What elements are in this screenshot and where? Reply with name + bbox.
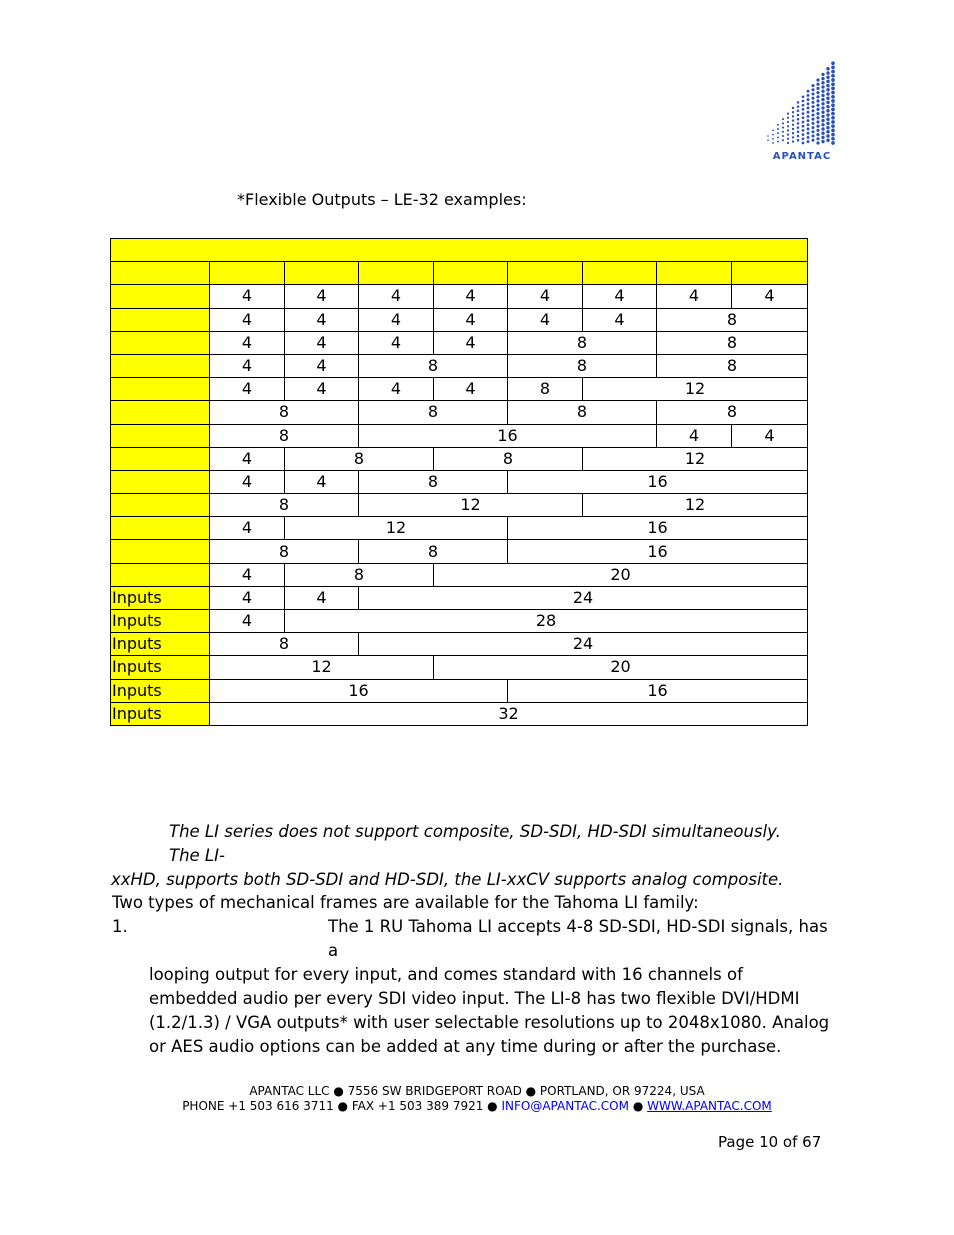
output-cell: 16 (508, 517, 808, 540)
output-cell: 8 (434, 447, 583, 470)
table-row (111, 470, 808, 493)
table-row (111, 308, 808, 331)
output-cell: 8 (210, 401, 359, 424)
output-cell: 16 (508, 679, 808, 702)
frames-description (112, 891, 832, 1059)
row-label (111, 540, 210, 563)
output-cell: 4 (508, 308, 583, 331)
output-cell: 4 (210, 586, 285, 609)
table-caption: *Flexible Outputs – LE-32 examples: (237, 190, 527, 209)
row-label (111, 494, 210, 517)
row-label: Inputs (111, 633, 210, 656)
footer-contact (0, 1099, 954, 1114)
row-label (111, 447, 210, 470)
output-cell: 4 (508, 285, 583, 308)
output-cell: 8 (210, 424, 359, 447)
output-cell: 16 (210, 679, 508, 702)
output-cell: 4 (359, 378, 434, 401)
row-label: Inputs (111, 656, 210, 679)
output-cell: 4 (359, 308, 434, 331)
output-cell: 8 (359, 540, 508, 563)
table-row (111, 586, 808, 609)
website-link[interactable]: WWW.APANTAC.COM (647, 1099, 772, 1113)
output-cell: 4 (285, 354, 359, 377)
list-item-first-line: The 1 RU Tahoma LI accepts 4-8 SD-SDI, HD-SDI signals, has a (328, 917, 828, 960)
output-cell: 16 (508, 540, 808, 563)
output-cell: 4 (732, 285, 808, 308)
table-row (111, 517, 808, 540)
row-label: Inputs (111, 702, 210, 725)
row-label (111, 401, 210, 424)
output-cell: 12 (583, 378, 808, 401)
output-cell: 8 (210, 633, 359, 656)
row-label: Inputs (111, 610, 210, 633)
output-cell: 8 (657, 331, 808, 354)
table-row (111, 563, 808, 586)
output-cell: 8 (285, 563, 434, 586)
table-row (111, 424, 808, 447)
apantac-logo (764, 58, 840, 164)
intro-text: Two types of mechanical frames are available for the Tahoma LI family: (112, 893, 699, 912)
output-cell: 4 (210, 378, 285, 401)
footer-phone-fax: PHONE +1 503 616 3711 ● FAX +1 503 389 7921 ● (182, 1099, 498, 1113)
output-cell: 4 (285, 586, 359, 609)
row-label (111, 354, 210, 377)
output-cell: 8 (359, 470, 508, 493)
note-line-2: xxHD, supports both SD-SDI and HD-SDI, the LI-xxCV supports analog composite. (111, 870, 784, 889)
table-row (111, 331, 808, 354)
table-row (111, 633, 808, 656)
output-cell: 24 (359, 586, 808, 609)
list-item-1 (112, 915, 832, 1059)
output-cell: 4 (210, 308, 285, 331)
output-cell: 4 (434, 331, 508, 354)
output-cell: 4 (210, 447, 285, 470)
output-cell: 4 (359, 285, 434, 308)
footer-address: APANTAC LLC ● 7556 SW BRIDGEPORT ROAD ● PORTLAND, OR 97224, USA (249, 1084, 705, 1098)
output-cell: 8 (508, 354, 657, 377)
note-line-1: The LI series does not support composite, SD-SDI, HD-SDI simultaneously. The LI- (169, 822, 781, 865)
table-row (111, 401, 808, 424)
output-cell: 12 (285, 517, 508, 540)
output-cell: 4 (210, 470, 285, 493)
output-cell: 4 (583, 308, 657, 331)
output-cell: 4 (285, 470, 359, 493)
row-label: Inputs (111, 679, 210, 702)
output-cell: 4 (657, 285, 732, 308)
output-cell: 8 (657, 308, 808, 331)
output-cell: 12 (210, 656, 434, 679)
output-cell: 8 (210, 494, 359, 517)
output-cell: 4 (210, 285, 285, 308)
table-row (111, 378, 808, 401)
email-link[interactable]: INFO@APANTAC.COM (501, 1099, 629, 1113)
output-cell: 4 (732, 424, 808, 447)
output-cell: 4 (210, 610, 285, 633)
page-footer (0, 1084, 954, 1114)
output-cell: 8 (359, 354, 508, 377)
list-item-text: looping output for every input, and comes standard with 16 channels of embedded audio per every SDI video input. The LI-8 has two flexible DVI/HDMI (1.2/1.3) / VGA outputs* with user selectable resolutions up to 2048x1080. Analog or AES audio options can be added at any time during or after the purchase. (149, 965, 830, 1056)
row-label (111, 378, 210, 401)
table-row (111, 285, 808, 308)
output-cell: 8 (657, 401, 808, 424)
output-cell: 16 (359, 424, 657, 447)
table-row (111, 447, 808, 470)
output-cell: 20 (434, 656, 808, 679)
table-row (111, 540, 808, 563)
output-cell: 8 (508, 401, 657, 424)
output-cell: 8 (285, 447, 434, 470)
row-label (111, 517, 210, 540)
output-cell: 16 (508, 470, 808, 493)
table-header-row (111, 262, 808, 285)
table-row (111, 354, 808, 377)
table-row (111, 494, 808, 517)
output-cell: 20 (434, 563, 808, 586)
output-cell: 4 (285, 285, 359, 308)
output-cell: 12 (583, 494, 808, 517)
output-cell: 8 (508, 378, 583, 401)
output-cell: 4 (434, 285, 508, 308)
output-cell: 4 (285, 308, 359, 331)
list-number: 1. (112, 917, 128, 936)
row-label (111, 563, 210, 586)
table-row (111, 679, 808, 702)
flexible-outputs-table (110, 238, 808, 726)
output-cell: 4 (285, 378, 359, 401)
series-note (111, 820, 811, 892)
output-cell: 8 (657, 354, 808, 377)
output-cell: 8 (210, 540, 359, 563)
table-row (111, 656, 808, 679)
row-label (111, 308, 210, 331)
output-cell: 4 (359, 331, 434, 354)
output-cell: 12 (359, 494, 583, 517)
output-cell: 4 (434, 378, 508, 401)
row-label (111, 285, 210, 308)
row-label (111, 331, 210, 354)
row-label (111, 470, 210, 493)
output-cell: 28 (285, 610, 808, 633)
output-cell: 4 (210, 331, 285, 354)
table-row (111, 610, 808, 633)
output-cell: 24 (359, 633, 808, 656)
row-label (111, 424, 210, 447)
page-number: Page 10 of 67 (718, 1133, 822, 1151)
logo-text: APANTAC (772, 151, 832, 162)
output-cell: 4 (657, 424, 732, 447)
output-cell: 4 (285, 331, 359, 354)
output-cell: 8 (508, 331, 657, 354)
output-cell: 4 (210, 517, 285, 540)
output-cell: 4 (434, 308, 508, 331)
output-cell: 4 (210, 563, 285, 586)
footer-separator: ● (632, 1099, 644, 1113)
output-cell: 4 (210, 354, 285, 377)
output-cell: 32 (210, 702, 808, 725)
table-title-row (111, 239, 808, 262)
row-label: Inputs (111, 586, 210, 609)
table-row (111, 702, 808, 725)
output-cell: 12 (583, 447, 808, 470)
output-cell: 8 (359, 401, 508, 424)
output-cell: 4 (583, 285, 657, 308)
